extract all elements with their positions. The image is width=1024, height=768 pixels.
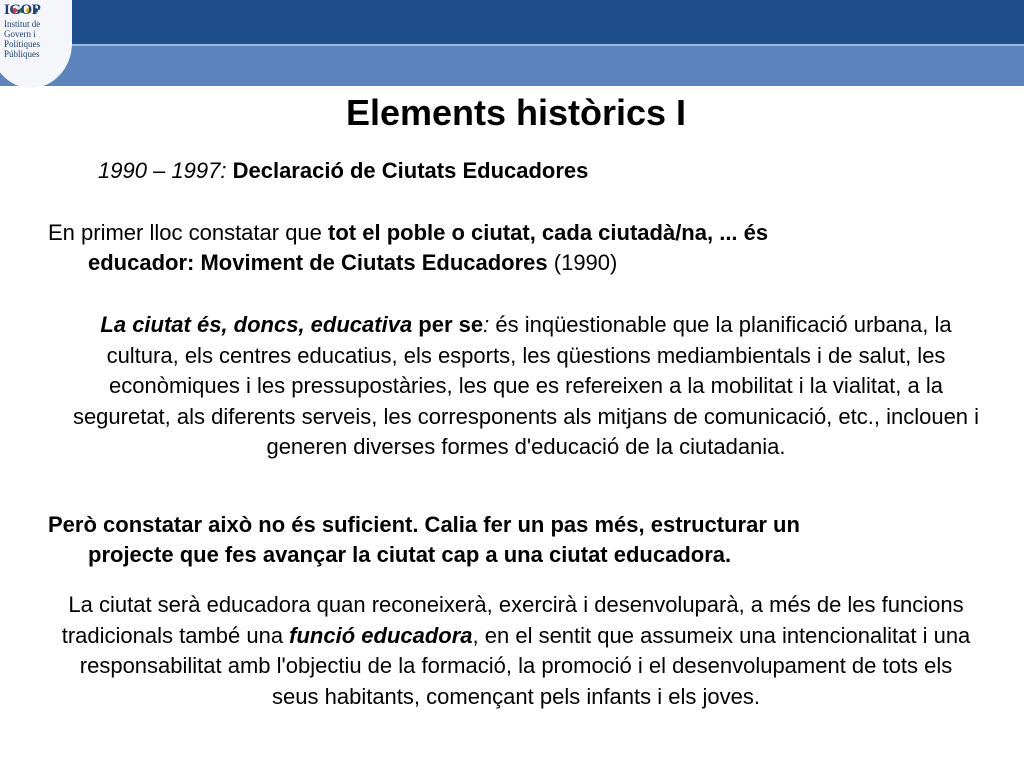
header-band-dark (0, 0, 1024, 45)
logo-line: Govern i (4, 29, 36, 39)
paragraph-1-line-2 (48, 248, 928, 278)
paragraph-2 (70, 310, 982, 463)
logo-title: IGOP (4, 2, 41, 18)
p2-b: per se (412, 312, 484, 337)
logo-text (4, 2, 72, 59)
header-divider (0, 44, 1024, 46)
p1-d: (1990) (547, 250, 618, 275)
p4-a: La ciutat serà educadora quan reconeixerà, exercirà i desenvoluparà, a més de les funcions tradicionals també una (61, 592, 964, 648)
logo-line: Polítiques (4, 39, 41, 49)
p4-b: funció educadora (289, 622, 473, 648)
p2-c: : (483, 312, 490, 337)
paragraph-4 (60, 590, 972, 712)
paragraph-1-line-1 (48, 218, 928, 248)
p2-a: La ciutat és, doncs, educativa (100, 312, 413, 337)
logo-line: Públiques (4, 49, 40, 59)
slide-subtitle (98, 158, 588, 184)
p2-d: és inqüestionable que la planificació urbana, la cultura, els centres educatius, els esports, les qüestions mediambientals i de salut, les econòmiques i les pressupostàries, les que es refereixen a la mobilitat i la vialitat, a la seguretat, als diferents serveis, les corresponents als mitjans de comunicació, etc., inclouen i generen diverses formes d'educació de la ciutadania (72, 312, 980, 459)
p1-c: educador: Moviment de Ciutats Educadores (88, 250, 548, 275)
header-band-light (0, 45, 1024, 86)
logo-line: Institut de (4, 19, 41, 29)
paragraph-3 (48, 510, 948, 570)
subtitle-text: Declaració de Ciutats Educadores (232, 158, 589, 183)
paragraph-3-line-1: Però constatar això no és suficient. Calia fer un pas més, estructurar un (48, 512, 800, 537)
p2-e: . (779, 434, 786, 459)
p1-a: En primer lloc constatar que (48, 220, 329, 245)
p1-b: tot el poble o ciutat, cada ciutadà/na, ... és (328, 220, 769, 245)
paragraph-1 (48, 218, 928, 278)
subtitle-years: 1990 – 1997: (98, 158, 227, 183)
slide-title: Elements històrics I (345, 92, 687, 133)
p4-c: , en el sentit que assumeix una intencionalitat i una responsabilitat amb l'objectiu de la formació, la promoció i el desenvolupament de tots els seus habitants, començant pels infants i els joves. (79, 622, 971, 709)
paragraph-3-line-2: projecte que fes avançar la ciutat cap a una ciutat educadora. (88, 542, 732, 567)
